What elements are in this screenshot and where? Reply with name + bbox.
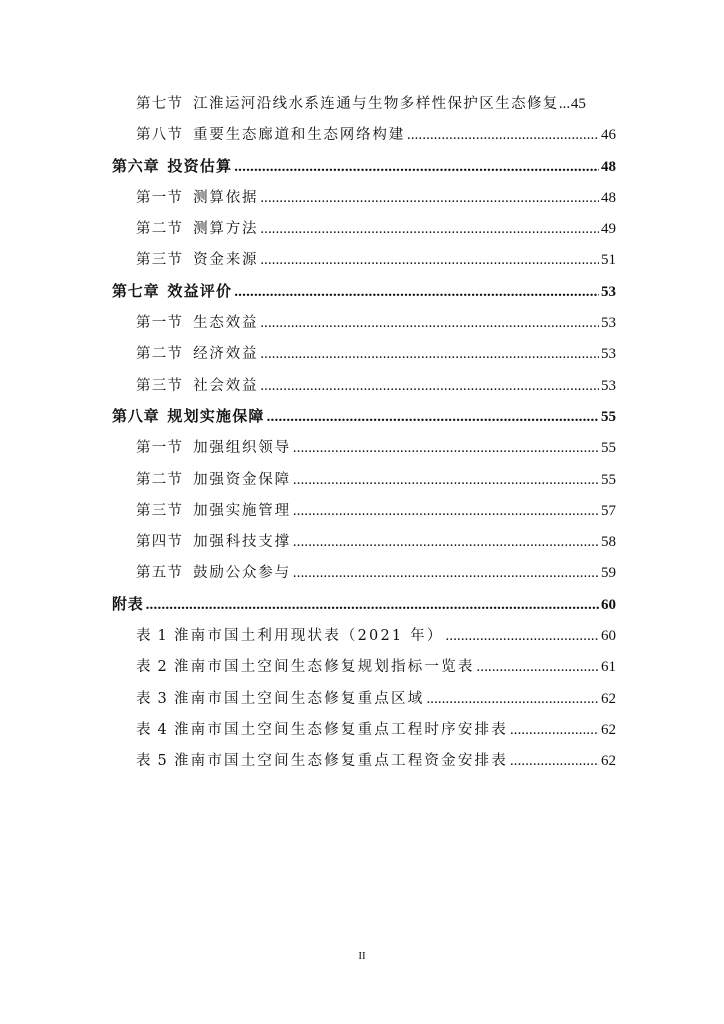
dot-leader [267, 409, 599, 426]
dot-leader [234, 159, 599, 176]
toc-entry-title: 资金来源 [193, 252, 259, 269]
dot-leader [260, 315, 599, 332]
toc-entry-section[interactable] [112, 123, 616, 154]
toc-entry-page: 48 [601, 189, 616, 206]
toc-entry-title: 规划实施保障 [167, 406, 265, 425]
dot-leader [260, 190, 599, 207]
toc-entry-page: 60 [601, 596, 616, 613]
dot-leader [510, 722, 599, 739]
toc-entry-title: 加强资金保障 [193, 471, 291, 488]
toc-entry-label: 第七章 [112, 281, 160, 300]
toc-entry-table[interactable] [112, 655, 616, 686]
toc-entry-label: 表 2 [136, 659, 168, 676]
page-number: II [358, 950, 366, 962]
toc-entry-section[interactable] [112, 311, 616, 342]
toc-entry-label: 第三节 [136, 502, 184, 519]
toc-entry-page: 53 [601, 283, 616, 300]
toc-entry-page: 62 [601, 690, 616, 707]
toc-entry-title: 鼓励公众参与 [193, 565, 291, 582]
toc-entry-section[interactable] [112, 530, 616, 561]
dot-leader [407, 127, 599, 144]
toc-entry-title: 淮南市国土空间生态修复规划指标一览表 [173, 659, 475, 676]
toc-entry-page: 55 [601, 440, 616, 457]
toc-entry-title: 淮南市国土利用现状表（2021 年） [173, 628, 444, 645]
toc-entry-table[interactable] [112, 749, 616, 780]
dot-leader [260, 346, 599, 363]
toc-entry-page: 48 [601, 158, 616, 175]
toc-entry-label: 第三节 [136, 252, 184, 269]
toc-entry-title: 测算方法 [193, 221, 259, 238]
toc-entry-page: 55 [601, 471, 616, 488]
toc-entry-section[interactable] [112, 561, 616, 592]
toc-entry-title: 经济效益 [193, 346, 259, 363]
toc-entry-label: 第二节 [136, 346, 184, 363]
dot-leader [293, 565, 599, 582]
toc-entry-page: 45 [570, 96, 586, 112]
toc-entry-label: 第四节 [136, 534, 184, 551]
dot-leader [293, 440, 599, 457]
toc-entry-label: 附表 [112, 594, 144, 613]
toc-entry-section[interactable] [112, 217, 616, 248]
toc-entry-label: 第一节 [136, 189, 184, 206]
toc-entry-title: 投资估算 [167, 156, 233, 175]
toc-entry-page: 57 [601, 502, 616, 519]
toc-entry-title: 重要生态廊道和生态网络构建 [193, 127, 406, 144]
dot-leader [234, 284, 599, 301]
toc-entry-label: 表 3 [136, 690, 168, 707]
toc-entry-page: 59 [601, 565, 616, 582]
toc-entry-page: 51 [601, 252, 616, 269]
dot-leader [446, 628, 599, 645]
toc-entry-page: 62 [601, 721, 616, 738]
toc-entry-page: 49 [601, 221, 616, 238]
toc-entry-page: 62 [601, 753, 616, 770]
toc-entry-section[interactable] [112, 374, 616, 405]
toc-entry-label: 第二节 [136, 471, 184, 488]
toc-entry-label: 表 1 [136, 628, 168, 645]
toc-entry-section[interactable] [112, 468, 616, 499]
toc-entry-label: 第五节 [136, 565, 184, 582]
toc-entry-label: 第一节 [136, 315, 184, 332]
toc-entry-table[interactable] [112, 624, 616, 655]
toc-entry-title: 加强组织领导 [193, 440, 291, 457]
dot-leader [260, 378, 599, 395]
dot-leader [510, 753, 599, 770]
toc-entry-chapter[interactable] [112, 405, 616, 436]
toc-entry-title: 淮南市国土空间生态修复重点工程资金安排表 [173, 753, 508, 770]
table-of-contents [112, 92, 616, 781]
toc-entry-chapter[interactable] [112, 593, 616, 624]
dot-leader [293, 472, 599, 489]
toc-entry-title: 淮南市国土空间生态修复重点区域 [173, 690, 425, 707]
toc-entry-label: 第三节 [136, 377, 184, 394]
toc-entry-label: 第八节 [136, 127, 184, 144]
toc-entry-label: 表 5 [136, 753, 168, 770]
toc-entry-section[interactable] [112, 436, 616, 467]
toc-entry-label: 第一节 [136, 440, 184, 457]
toc-entry-title: 测算依据 [193, 189, 259, 206]
dot-leader [260, 221, 599, 238]
toc-entry-page: 53 [601, 377, 616, 394]
toc-entry-chapter[interactable] [112, 280, 616, 311]
toc-entry-title: 淮南市国土空间生态修复重点工程时序安排表 [173, 721, 508, 738]
dot-leader [293, 534, 599, 551]
toc-entry-page: 53 [601, 315, 616, 332]
toc-entry-page: 60 [601, 628, 616, 645]
toc-entry-table[interactable] [112, 687, 616, 718]
toc-entry-page: 46 [601, 127, 616, 144]
toc-entry-label: 第二节 [136, 221, 184, 238]
dot-leader [293, 503, 599, 520]
dot-leader [477, 659, 599, 676]
toc-entry-title: 加强实施管理 [193, 502, 291, 519]
toc-entry-title: 江淮运河沿线水系连通与生物多样性保护区生态修复 [193, 96, 559, 112]
toc-entry-page: 58 [601, 534, 616, 551]
toc-entry-section[interactable] [112, 186, 616, 217]
toc-entry-chapter[interactable] [112, 155, 616, 186]
toc-entry-page: 53 [601, 346, 616, 363]
toc-entry-table[interactable] [112, 718, 616, 749]
toc-entry-title: 生态效益 [193, 315, 259, 332]
dot-leader [146, 597, 599, 614]
toc-entry-section[interactable] [112, 499, 616, 530]
toc-entry-title: 加强科技支撑 [193, 534, 291, 551]
toc-entry-label: 第八章 [112, 406, 160, 425]
toc-entry-page: 55 [601, 408, 616, 425]
toc-entry-title: 效益评价 [167, 281, 233, 300]
toc-entry-section[interactable] [112, 92, 616, 123]
toc-entry-section[interactable] [112, 342, 616, 373]
dot-leader [559, 96, 571, 113]
dot-leader [426, 691, 599, 708]
toc-entry-title: 社会效益 [193, 377, 259, 394]
toc-entry-label: 第七节 [136, 96, 184, 112]
toc-entry-page: 61 [601, 659, 616, 676]
toc-entry-label: 表 4 [136, 721, 168, 738]
toc-entry-section[interactable] [112, 248, 616, 279]
dot-leader [260, 252, 599, 269]
toc-entry-label: 第六章 [112, 156, 160, 175]
